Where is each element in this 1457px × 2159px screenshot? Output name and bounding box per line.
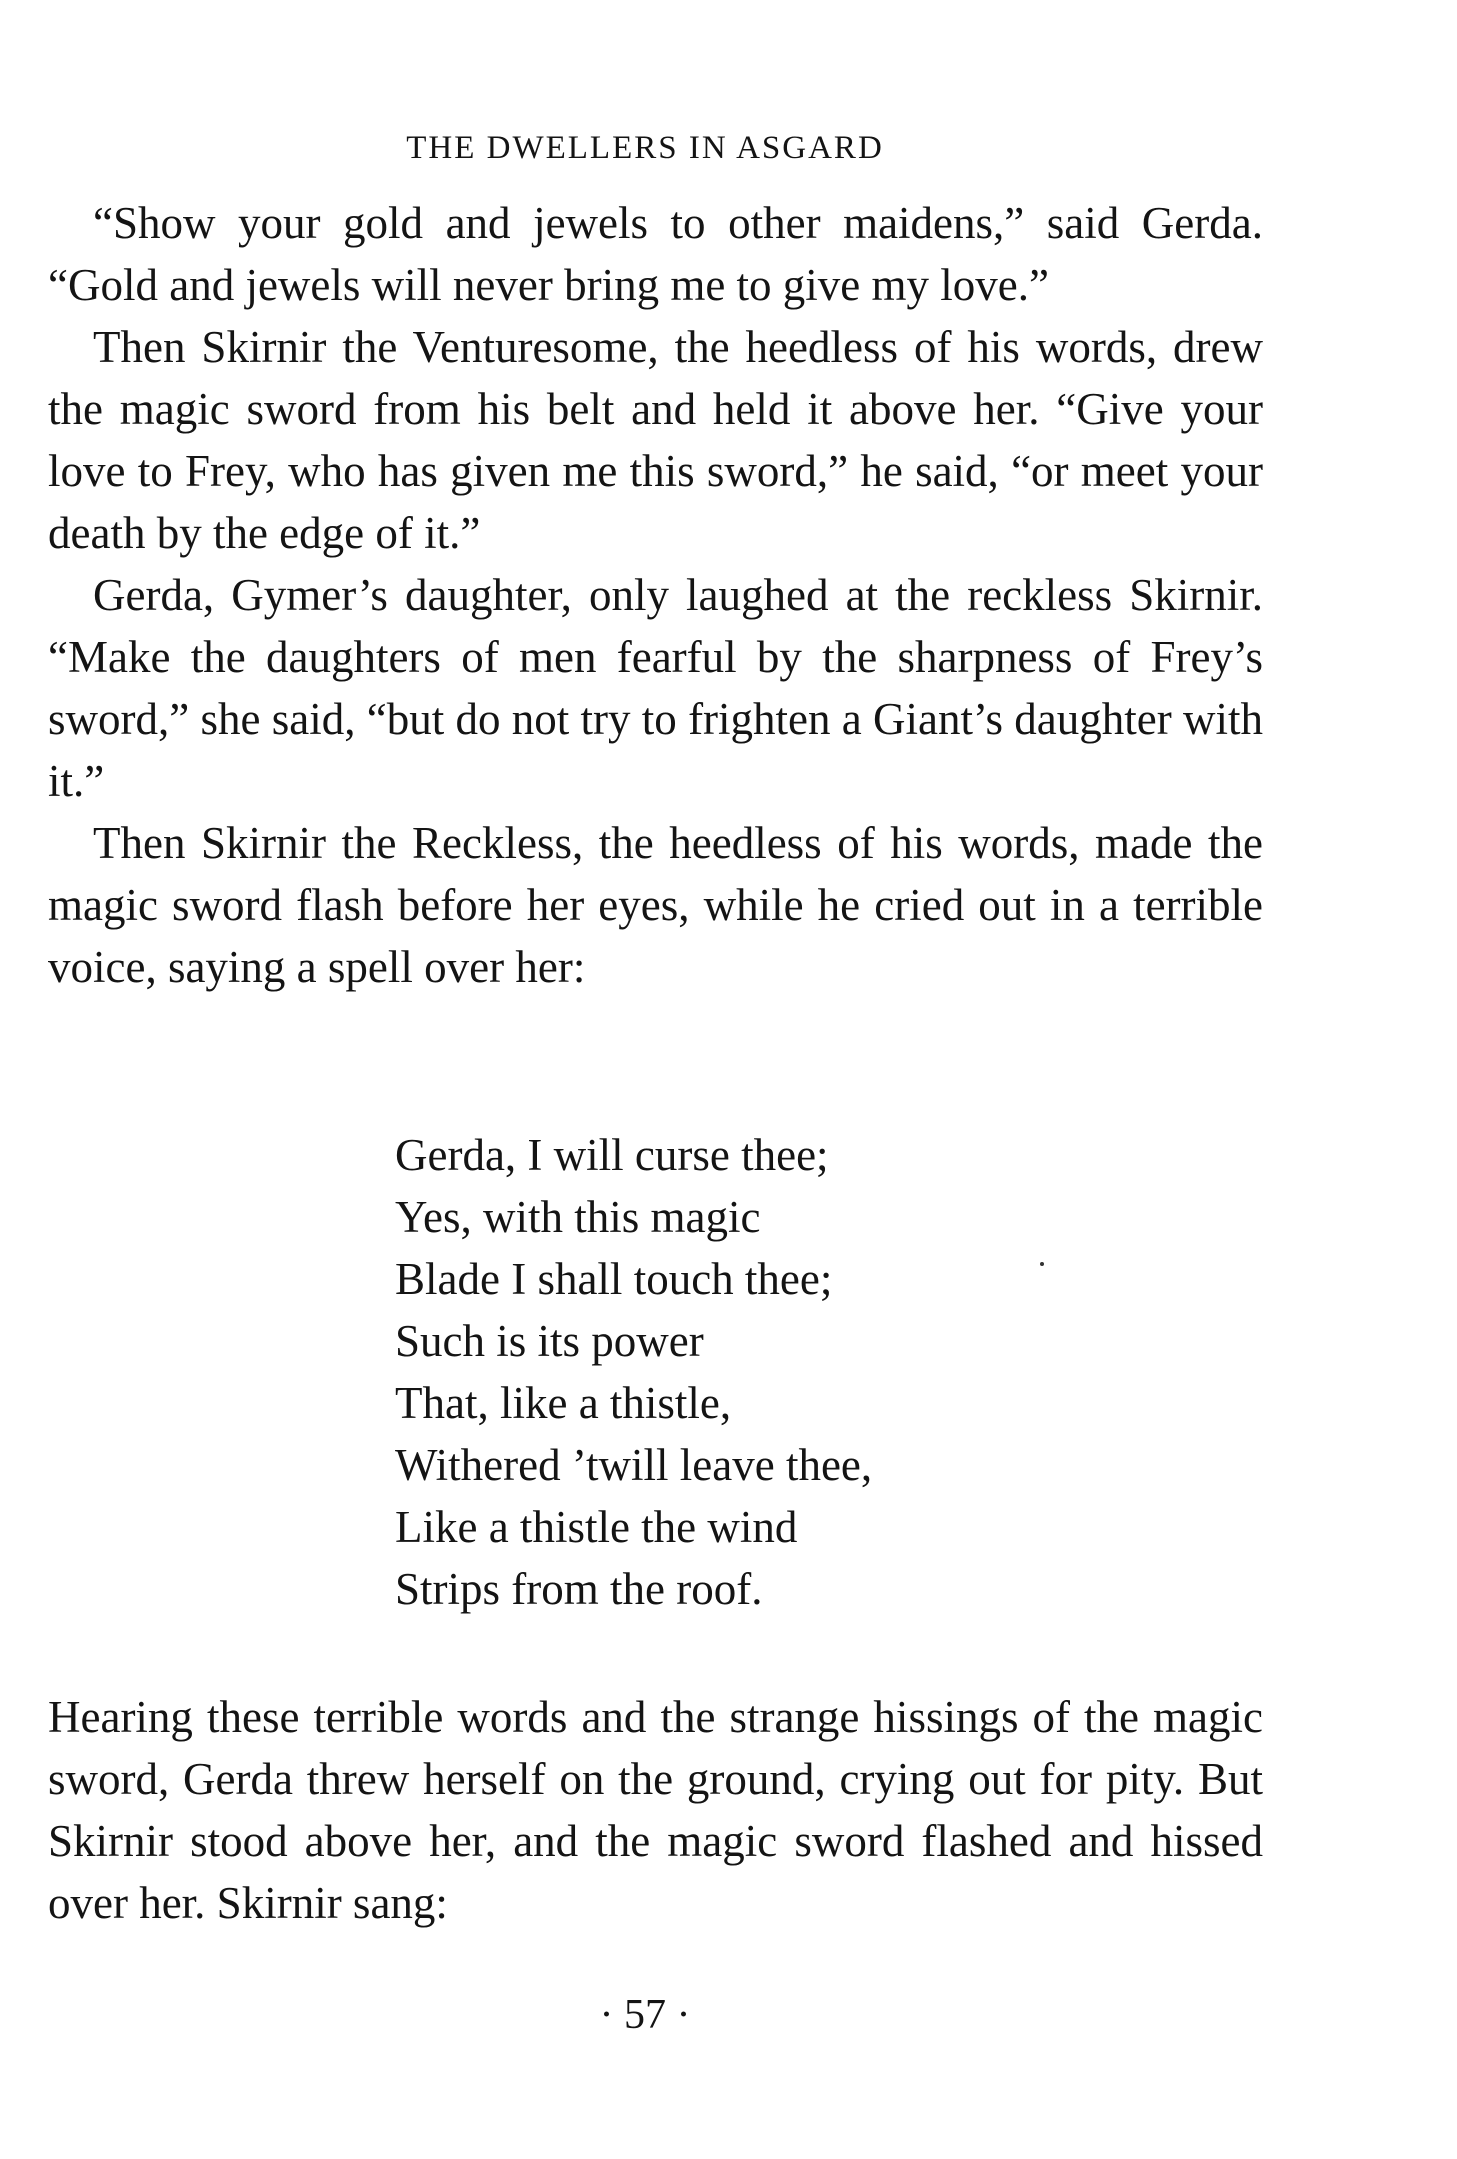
verse-line: That, like a thistle, [395, 1378, 732, 1428]
verse-line: Like a thistle the wind [395, 1502, 798, 1552]
paragraph: “Show your gold and jewels to other maidens,” said Gerda. “Gold and jewels will never bring me to give my love.” [48, 198, 1263, 310]
running-head: THE DWELLERS IN ASGARD [406, 130, 884, 166]
body-text-bottom [48, 1686, 1263, 1934]
verse-block [395, 1124, 872, 1620]
verse-line: Yes, with this magic [395, 1192, 761, 1242]
verse-line: Strips from the roof. [395, 1564, 763, 1614]
verse-line: Blade I shall touch thee; [395, 1254, 833, 1304]
page-number: · 57 · [599, 1992, 691, 2038]
verse-line: Such is its power [395, 1316, 704, 1366]
paragraph: Then Skirnir the Reckless, the heedless of his words, made the magic sword flash before her eyes, while he cried out in a terrible voice, saying a spell over her: [48, 818, 1263, 992]
verse-line: Withered ’twill leave thee, [395, 1440, 873, 1490]
paragraph: Hearing these terrible words and the strange hissings of the magic sword, Gerda threw herself on the ground, crying out for pity. But Skirnir stood above her, and the magic sword flashed and hissed over her. Skirnir sang: [48, 1692, 1263, 1928]
verse-line: Gerda, I will curse thee; [395, 1130, 829, 1180]
paragraph: Then Skirnir the Venturesome, the heedless of his words, drew the magic sword from his belt and held it above her. “Give your love to Frey, who has given me this sword,” he said, “or meet your death by the edge of it.” [48, 322, 1263, 558]
body-text-top [48, 192, 1263, 998]
print-speck [1040, 1262, 1044, 1266]
paragraph: Gerda, Gymer’s daughter, only laughed at the reckless Skirnir. “Make the daughters of men fearful by the sharpness of Frey’s sword,” she said, “but do not try to frighten a Giant’s daughter with it.” [48, 570, 1263, 806]
